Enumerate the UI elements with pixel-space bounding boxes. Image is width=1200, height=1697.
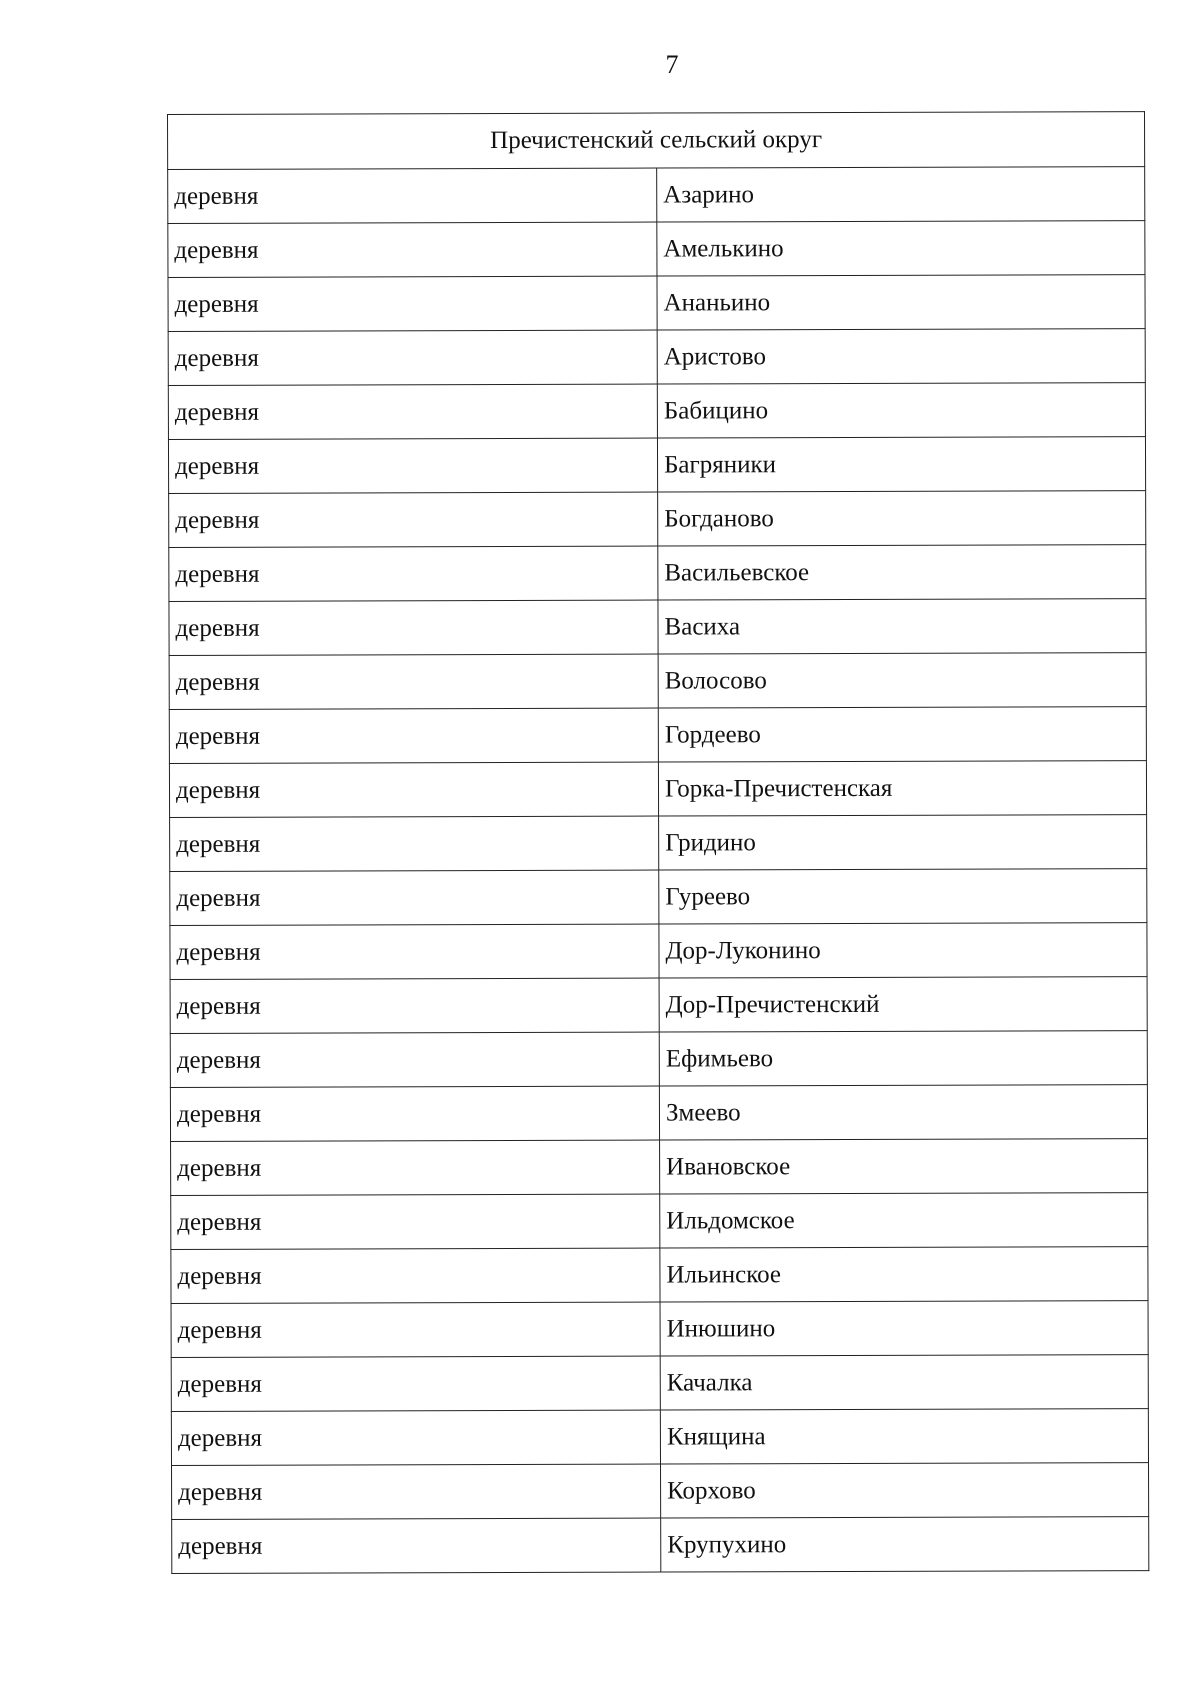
settlement-type-cell: деревня (170, 816, 659, 871)
settlement-name-cell: Инюшино (660, 1301, 1148, 1356)
settlement-name-cell: Васильевское (658, 545, 1146, 600)
table-row (168, 329, 1145, 386)
settlement-name-cell: Дор-Пречистенский (659, 977, 1147, 1032)
settlement-type-cell: деревня (169, 546, 658, 601)
table-row (171, 1409, 1148, 1466)
table-row (170, 923, 1147, 980)
table-row (171, 1247, 1148, 1304)
table-row (169, 707, 1146, 764)
settlement-type-cell: деревня (169, 762, 658, 817)
settlement-name-cell: Богданово (658, 491, 1146, 546)
settlement-type-cell: деревня (168, 330, 657, 385)
table-row (169, 599, 1146, 656)
table-row (171, 1193, 1148, 1250)
table-row (171, 1301, 1148, 1358)
settlement-name-cell: Дор-Луконино (659, 923, 1147, 978)
settlement-type-cell: деревня (171, 1410, 660, 1465)
settlement-type-cell: деревня (168, 222, 657, 277)
table-header-row (168, 112, 1145, 170)
table-row (168, 437, 1145, 494)
settlement-type-cell: деревня (172, 1464, 661, 1519)
settlement-type-cell: деревня (169, 492, 658, 547)
settlement-type-cell: деревня (171, 1248, 660, 1303)
table-row (169, 653, 1146, 710)
settlement-type-cell: деревня (169, 654, 658, 709)
settlement-name-cell: Ильдомское (660, 1193, 1148, 1248)
settlement-type-cell: деревня (168, 384, 657, 439)
table-row (170, 977, 1147, 1034)
settlement-type-cell: деревня (168, 168, 657, 223)
settlement-type-cell: деревня (170, 924, 659, 979)
settlement-name-cell: Гордеево (658, 707, 1146, 762)
table-row (168, 383, 1145, 440)
table-row (171, 1139, 1148, 1196)
settlement-name-cell: Бабицино (657, 383, 1145, 438)
settlement-type-cell: деревня (168, 276, 657, 331)
settlement-type-cell: деревня (170, 978, 659, 1033)
settlement-type-cell: деревня (171, 1356, 660, 1411)
table-row (172, 1517, 1149, 1574)
settlement-type-cell: деревня (170, 1086, 659, 1141)
table-row (170, 1085, 1147, 1142)
settlement-type-cell: деревня (171, 1194, 660, 1249)
table-row (172, 1463, 1149, 1520)
settlement-name-cell: Крупухино (661, 1517, 1149, 1572)
settlement-type-cell: деревня (171, 1140, 660, 1195)
settlement-name-cell: Ильинское (660, 1247, 1148, 1302)
settlement-name-cell: Гуреево (659, 869, 1147, 924)
settlement-name-cell: Качалка (660, 1355, 1148, 1410)
settlement-type-cell: деревня (168, 438, 657, 493)
district-header: Пречистенский сельский округ (168, 112, 1145, 170)
table-row (169, 545, 1146, 602)
settlement-name-cell: Волосово (658, 653, 1146, 708)
table-row (168, 221, 1145, 278)
settlement-name-cell: Азарино (657, 167, 1145, 222)
settlement-name-cell: Аристово (657, 329, 1145, 384)
settlement-name-cell: Змеево (659, 1085, 1147, 1140)
table-body (168, 112, 1149, 1574)
settlement-name-cell: Княщина (660, 1409, 1148, 1464)
settlement-name-cell: Ананьино (657, 275, 1145, 330)
table-row (170, 869, 1147, 926)
table-row (170, 1031, 1147, 1088)
settlement-name-cell: Гридино (659, 815, 1147, 870)
settlement-type-cell: деревня (169, 708, 658, 763)
settlement-name-cell: Васиха (658, 599, 1146, 654)
settlement-type-cell: деревня (170, 870, 659, 925)
settlement-type-cell: деревня (170, 1032, 659, 1087)
settlement-name-cell: Ефимьево (659, 1031, 1147, 1086)
settlement-name-cell: Багряники (657, 437, 1145, 492)
table-row (169, 761, 1146, 818)
table-row (170, 815, 1147, 872)
settlement-name-cell: Корхово (661, 1463, 1149, 1518)
settlement-name-cell: Амелькино (657, 221, 1145, 276)
settlements-table (167, 111, 1149, 1574)
settlement-name-cell: Горка-Пречистенская (658, 761, 1146, 816)
table-row (168, 167, 1145, 224)
table-row (168, 275, 1145, 332)
settlement-type-cell: деревня (169, 600, 658, 655)
table-row (171, 1355, 1148, 1412)
settlement-name-cell: Ивановское (660, 1139, 1148, 1194)
settlement-type-cell: деревня (172, 1518, 661, 1573)
page-number: 7 (665, 50, 679, 79)
settlement-type-cell: деревня (171, 1302, 660, 1357)
table-row (169, 491, 1146, 548)
